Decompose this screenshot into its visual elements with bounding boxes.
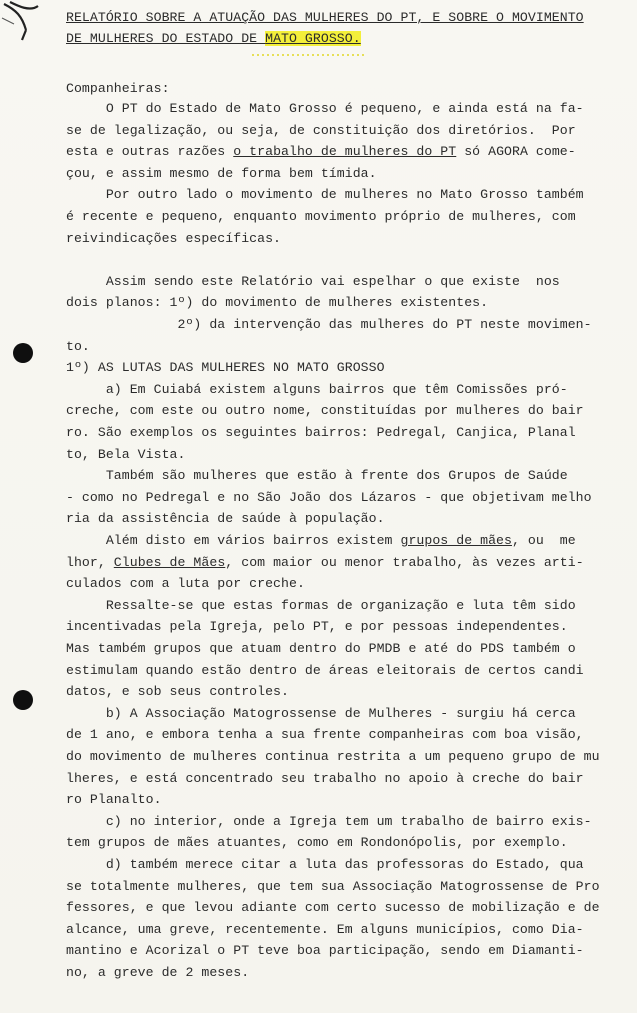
body-line	[66, 792, 162, 808]
body-line	[66, 231, 281, 247]
punch-hole-bottom	[13, 690, 33, 710]
body-line	[66, 274, 560, 290]
line-text: mantino e Acorizal o PT teve boa participação, sendo em Diamanti-	[66, 943, 584, 959]
line-text: Também são mulheres que estão à frente dos Grupos de Saúde	[66, 468, 568, 484]
line-text: estimulam quando estão dentro de áreas eleitorais de certos candi	[66, 662, 584, 678]
line-text: ria da assistência de saúde à população.	[66, 511, 385, 527]
body-line	[66, 468, 568, 484]
line-text: Mas também grupos que atuam dentro do PMDB e até do PDS também o	[66, 641, 576, 656]
body-line	[66, 965, 249, 981]
body-line	[66, 619, 568, 635]
body-line	[66, 771, 584, 787]
staple-mark	[0, 0, 48, 44]
line-text: tem grupos de mães atuantes, como em Rondonópolis, por exemplo.	[66, 835, 568, 851]
line-text: c) no interior, onde a Igreja tem um trabalho de bairro exis-	[66, 813, 592, 829]
line-text: lhor,	[66, 554, 114, 570]
document-title-line-2	[66, 31, 361, 47]
line-text: alcance, uma greve, recentemente. Em alguns municípios, como Dia-	[66, 921, 584, 937]
line-text: se de legalização, ou seja, de constituição dos diretórios. Por	[66, 122, 576, 138]
body-line	[66, 879, 600, 895]
line-text: incentivadas pela Igreja, pelo PT, e por pessoas independentes.	[66, 619, 568, 635]
line-text: de 1 ano, e embora tenha a sua frente companheiras com boa visão,	[66, 727, 584, 743]
line-text: do movimento de mulheres continua restrita a um pequeno grupo de mu	[66, 749, 600, 764]
underlined-phrase: Clubes de Mães	[113, 554, 226, 570]
line-text: datos, e sob seus controles.	[66, 684, 289, 700]
line-text: d) também merece citar a luta das professoras do Estado, qua	[66, 857, 584, 872]
body-line	[66, 835, 568, 851]
line-text: no, a greve de 2 meses.	[66, 965, 250, 980]
body-line	[66, 663, 584, 679]
line-text: lheres, e está concentrado seu trabalho no apoio à creche do bair	[66, 770, 584, 786]
line-text: to.	[66, 338, 90, 354]
body-line	[66, 101, 584, 117]
document-title-line-1: RELATÓRIO SOBRE A ATUAÇÃO DAS MULHERES DO PT, E SOBRE O MOVIMENTO	[66, 10, 584, 25]
body-line	[66, 447, 185, 463]
body-line	[66, 857, 584, 873]
line-text: b) A Associação Matogrossense de Mulheres - surgiu há cerca	[66, 705, 576, 721]
underlined-phrase: o trabalho de mulheres do PT	[233, 144, 457, 160]
greeting: Companheiras:	[66, 81, 170, 96]
line-text: 2º) da intervenção das mulheres do PT neste movimen-	[66, 317, 592, 332]
line-text: culados com a luta por creche.	[66, 576, 305, 592]
body-line	[66, 403, 584, 419]
line-text: , com maior ou menor trabalho, às vezes arti-	[225, 554, 584, 570]
body-line	[66, 749, 600, 765]
body-line	[66, 490, 592, 506]
body-line	[66, 425, 576, 441]
body-line	[66, 900, 600, 916]
line-text: creche, com este ou outro nome, constituídas por mulheres do bair	[66, 403, 584, 419]
body-line	[66, 727, 584, 743]
line-text: to, Bela Vista.	[66, 446, 186, 462]
body-line	[66, 943, 584, 959]
body-line	[66, 511, 385, 527]
line-text: ro Planalto.	[66, 792, 162, 808]
line-text: fessores, e que levou adiante com certo sucesso de mobilização e de	[66, 900, 600, 916]
line-text: Ressalte-se que estas formas de organização e luta têm sido	[66, 597, 576, 613]
line-text: Além disto em vários bairros existem	[66, 533, 401, 548]
body-line	[66, 166, 377, 182]
line-text: Por outro lado o movimento de mulheres no Mato Grosso também	[66, 187, 584, 203]
yellow-marker-trace	[248, 52, 368, 58]
body-line	[66, 209, 576, 225]
body-line	[66, 706, 576, 722]
line-text: çou, e assim mesmo de forma bem tímida.	[66, 165, 377, 181]
body-line	[66, 555, 584, 571]
body-line	[66, 684, 289, 700]
body-line	[66, 533, 576, 549]
body-line	[66, 576, 305, 592]
body-line	[66, 295, 488, 311]
body-line	[66, 317, 592, 333]
body-line	[66, 382, 568, 398]
body-line	[66, 814, 592, 830]
line-text: a) Em Cuiabá existem alguns bairros que têm Comissões pró-	[66, 381, 568, 397]
underlined-phrase: grupos de mães	[400, 533, 512, 548]
body-line	[66, 360, 385, 376]
line-text: só AGORA come-	[456, 144, 576, 160]
body-line	[66, 598, 576, 614]
body-line	[66, 922, 584, 938]
line-text: Assim sendo este Relatório vai espelhar o que existe nos	[66, 273, 560, 289]
line-text: 1º) AS LUTAS DAS MULHERES NO MATO GROSSO	[66, 360, 385, 376]
line-text: é recente e pequeno, enquanto movimento próprio de mulheres, com	[66, 209, 576, 224]
line-text: esta e outras razões	[66, 144, 234, 160]
line-text: , ou me	[511, 533, 576, 548]
body-line	[66, 641, 576, 657]
title-highlighted-text: MATO GROSSO.	[265, 31, 361, 46]
line-text: dois planos: 1º) do movimento de mulheres existentes.	[66, 295, 489, 311]
body-line	[66, 187, 584, 203]
body-line	[66, 144, 576, 160]
body-line	[66, 123, 576, 139]
title-line-2-text: DE MULHERES DO ESTADO DE	[66, 31, 266, 46]
line-text: ro. São exemplos os seguintes bairros: Pedregal, Canjica, Planal	[66, 425, 576, 440]
line-text: O PT do Estado de Mato Grosso é pequeno, e ainda está na fa-	[66, 101, 584, 116]
body-line	[66, 339, 90, 355]
line-text: - como no Pedregal e no São João dos Lázaros - que objetivam melho	[66, 489, 592, 505]
line-text: se totalmente mulheres, que tem sua Associação Matogrossense de Pro	[66, 878, 600, 894]
punch-hole-top	[13, 343, 33, 363]
line-text: reivindicações específicas.	[66, 230, 282, 246]
